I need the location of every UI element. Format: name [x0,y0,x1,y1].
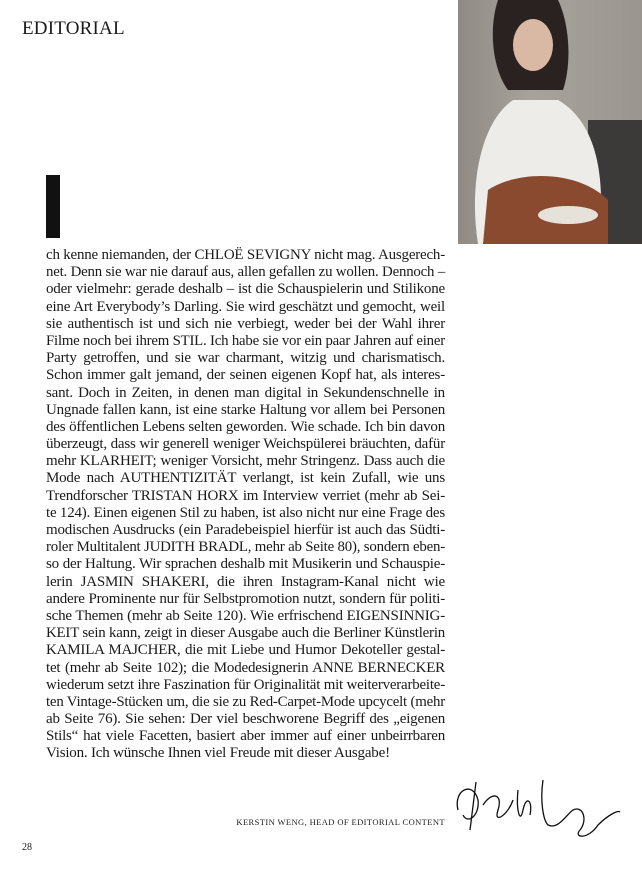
body-line: modischen Ausdrucks (ein Paradebeispiel hierfür ist auch das Südti- [46,522,445,538]
portrait-photo [458,0,642,244]
page-number: 28 [22,842,32,853]
author-caption: KERSTIN WENG, HEAD OF EDITORIAL CONTENT [236,817,445,827]
body-line: ab Seite 76). Sie sehen: Der viel beschworene Begriff des „eigenen [46,711,445,728]
portrait-illustration [458,0,642,244]
body-line: sie authentisch ist und sich nie verbiegt, weder bei der Wahl ihrer [46,315,445,332]
body-line: Trendforscher TRISTAN HORX im Interview verriet (mehr ab Sei- [46,487,445,504]
body-line: oder vielmehr: gerade deshalb – ist die Schauspielerin und Stilikone [46,281,445,298]
body-line: Mode nach AUTHENTIZITÄT verlangt, ist kein Zufall, wie uns [46,470,445,487]
body-line: eine Art Everybody’s Darling. Sie wird geschätzt und gemocht, weil [46,298,445,315]
body-line: tet (mehr ab Seite 102); die Modedesignerin ANNE BERNECKER [46,659,445,676]
body-line: Filme noch bei ihrem STIL. Ich habe sie vor ein paar Jahren auf einer [46,332,445,349]
body-line: überzeugt, dass wir generell weniger Weichspülerei bräuchten, dafür [46,436,445,453]
editorial-body-text [46,247,445,763]
body-line: Schon immer galt jemand, der seinen eigenen Kopf hat, als interes- [46,367,445,384]
body-line: net. Denn sie war nie darauf aus, allen gefallen zu wollen. Dennoch – [46,264,445,281]
body-line: Ungnade fallen kann, ist eine starke Haltung vor allem bei Personen [46,401,445,418]
body-line: lerin JASMIN SHAKERI, die ihren Instagram-Kanal nicht wie [46,573,445,590]
body-line: andere Prominente nur für Selbstpromotion nutzt, sondern für politi- [46,590,445,607]
body-line: ch kenne niemanden, der CHLOË SEVIGNY nicht mag. Ausgerech- [46,247,445,263]
body-line: mehr KLARHEIT; weniger Vorsicht, mehr Stringenz. Dass auch die [46,453,445,470]
body-line: KAMILA MAJCHER, die mit Liebe und Humor Dekoteller gestal- [46,642,445,659]
body-line: Stils“ hat viele Facetten, basiert aber immer auf einer unbeirrbaren [46,728,445,745]
body-line: te 124). Einen eigenen Stil zu haben, ist also nicht nur eine Frage des [46,504,445,521]
body-line: so der Haltung. Wir sprachen deshalb mit Musikerin und Schauspie- [46,556,445,573]
body-line: roler Multitalent JUDITH BRADL, mehr ab Seite 80), sondern eben- [46,539,445,556]
body-line: KEIT sein kann, zeigt in dieser Ausgabe auch die Berliner Künstlerin [46,625,445,642]
body-line: Vision. Ich wünsche Ihnen viel Freude mit dieser Ausgabe! [46,745,390,762]
author-signature [448,770,623,840]
body-line: sche Themen (mehr ab Seite 120). Wie erfrischend EIGENSINNIG- [46,607,445,624]
section-title: EDITORIAL [22,18,125,39]
body-line: sant. Doch in Zeiten, in denen man digital in Sekundenschnelle in [46,384,445,401]
drop-cap-letter [46,175,60,238]
body-line: des öffentlichen Lebens selten geworden. Wie schade. Ich bin davon [46,418,445,435]
body-line: Party getroffen, und sie war charmant, witzig und charismatisch. [46,350,445,367]
body-line: ten Vintage-Stücken um, die sie zu Red-Carpet-Mode upcycelt (mehr [46,693,445,710]
body-line: wiederum setzt ihre Faszination für Originalität mit weiterverarbeite- [46,676,445,693]
